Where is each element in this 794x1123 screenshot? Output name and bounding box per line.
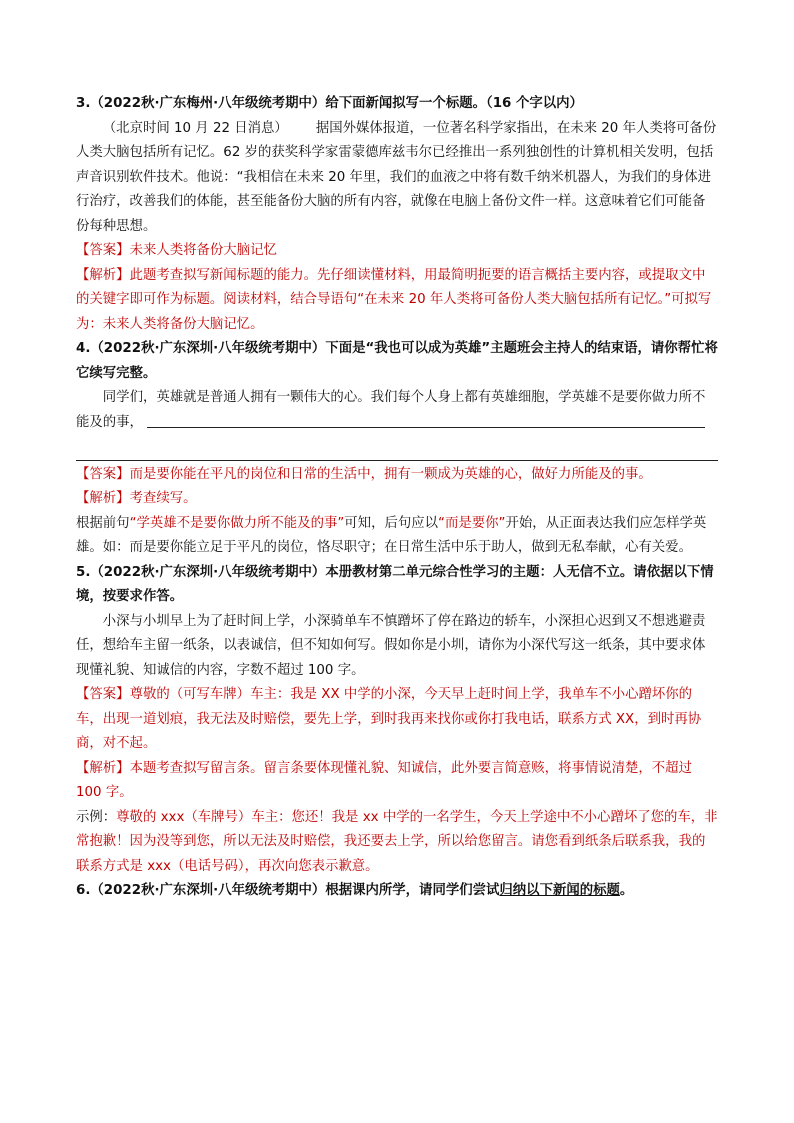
question-5-answer: 【答案】尊敬的（可写车牌）车主：我是 XX 中学的小深，今天早上赶时间上学，我单车不小心蹭坏你的车，出现一道划痕，我无法及时赔偿，要先上学，到时我再来找你或你打我电话，联系方式 XX，到时再协商，对不起。 [76,687,702,751]
answer-blank-line[interactable] [147,413,705,428]
answer-blank-line-2[interactable] [76,435,718,461]
question-5-title: 5.（2022秋·广东深圳·八年级统考期中）本册教材第二单元综合性学习的主题：人无信不立。请依据以下情境，按要求作答。 [76,564,714,604]
question-5-body: 小深与小圳早上为了赶时间上学，小深骑单车不慎蹭坏了停在路边的轿车，小深担心迟到又不想逃避责任，想给车主留一纸条，以表诚信，但不知如何写。假如你是小圳，请你为小深代写这一纸条，其中要求体现懂礼貌、知诚信的内容，字数不超过 100 字。 [76,613,706,678]
answer-tag: 【答案】 [76,243,130,258]
question-5-analysis: 【解析】本题考查拟写留言条。留言条要体现懂礼貌、知诚信，此外要言简意赅，将事情说清楚，不超过 100 字。 [76,760,692,800]
question-3-news [76,117,718,240]
question-4-answer: 【答案】而是要你能在平凡的岗位和日常的生活中，拥有一颗成为英雄的心，做好力所能及的事。 [76,466,652,482]
document-content [76,92,718,904]
question-3-analysis: 【解析】此题考查拟写新闻标题的能力。先仔细读懂材料，用最简明扼要的语言概括主要内容，或提取文中的关键字即可作为标题。阅读材料，结合导语句“在未来 20 年人类将可备份人类大脑包括所有记忆。”可拟写为：未来人类将备份大脑记忆。 [76,267,712,332]
question-3-body: 据国外媒体报道，一位著名科学家指出，在未来 20 年人类将可备份人类大脑包括所有记忆。62 岁的获奖科学家雷蒙德库兹韦尔已经推出一系列独创性的计算机相关发明，包括声音识别软件技术。他说：“我相信在未来 20 年里，我们的血液之中将有数千纳米机器人，为我们的身体进行治疗，改善我们的体能，甚至能备份大脑的所有内容，就像在电脑上备份文件一样。这意味着它们可能备份每种思想。 [76,120,717,234]
analysis-tag: 【解析】 [76,491,130,506]
question-4-note: 根据前句“学英雄不是要你做力所不能及的事”可知，后句应以“而是要你”开始，从正面表达我们应怎样学英雄。如：而是要你能立足于平凡的岗位，恪尽职守；在日常生活中乐于助人，做到无私奉献，心有关爱。 [76,515,707,555]
analysis-tag: 【解析】 [76,760,130,776]
question-4-analysis: 【解析】考查续写。 [76,491,197,506]
question-4-body: 同学们，英雄就是普通人拥有一颗伟大的心。我们每个人身上都有英雄细胞，学英雄不是要你做力所不能及的事， [76,390,706,430]
answer-tag: 【答案】 [76,687,130,702]
question-3-title: 3.（2022秋·广东梅州·八年级统考期中）给下面新闻拟写一个标题。（16 个字以内） [76,96,583,111]
question-3-source: （北京时间 10 月 22 日消息） [102,120,288,136]
analysis-tag: 【解析】 [76,267,130,283]
question-5-example: 示例：尊敬的 xxx（车牌号）车主：您还！我是 xx 中学的一名学生，今天上学途中不小心蹭坏了您的车，非常抱歉！因为没等到您，所以无法及时赔偿，我还要去上学，所以给您留言。请您看到纸条后联系我，我的联系方式是 xxx（电话号码），再次向您表示歉意。 [76,809,718,874]
question-4-title: 4.（2022秋·广东深圳·八年级统考期中）下面是“我也可以成为英雄”主题班会主持人的结束语，请你帮忙将它续写完整。 [76,341,718,381]
question-6-title: 6.（2022秋·广东深圳·八年级统考期中）根据课内所学，请同学们尝试归纳以下新闻的标题。 [76,883,634,898]
question-3-answer: 【答案】未来人类将备份大脑记忆 [76,243,277,258]
answer-tag: 【答案】 [76,466,130,482]
